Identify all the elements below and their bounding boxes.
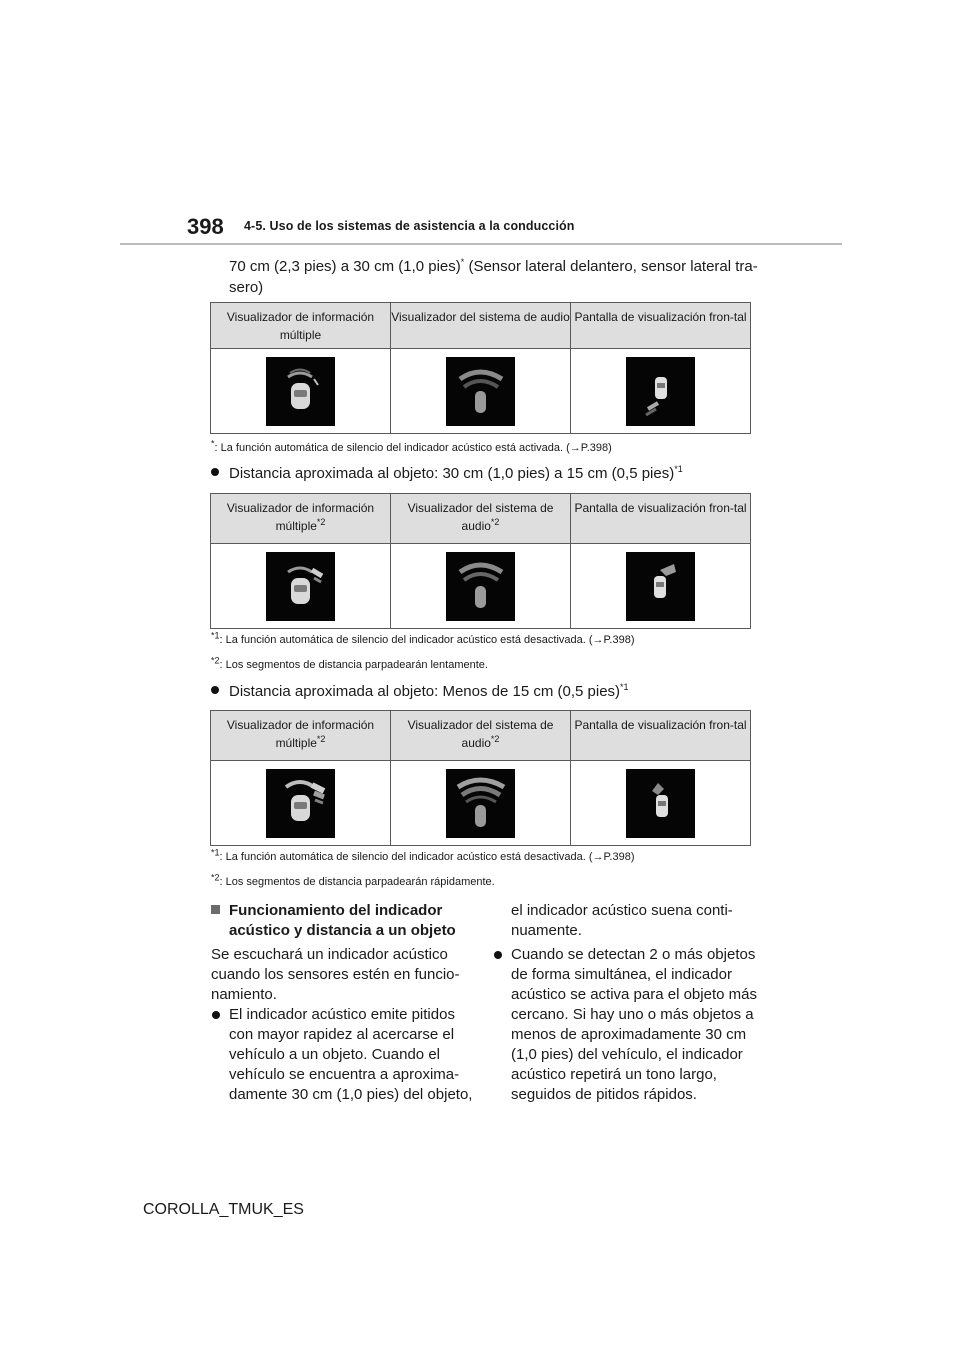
multi-display-cell (211, 761, 391, 846)
bullet-distance-under-15 (211, 682, 629, 702)
footnote-text: : Los segmentos de distancia parpadearán lentamente. (219, 659, 488, 671)
footnote-mark: *1 (211, 847, 220, 858)
col-header-audio-label: Visualizador del sistema de audio (407, 501, 554, 533)
bullet-dot (212, 1011, 220, 1019)
section-heading (211, 901, 473, 941)
list-item-continuation: el indicador acústico suena conti-nuamente. (511, 902, 733, 939)
col-header-multi-label: Visualizador de información múltiple (226, 310, 375, 342)
bullet-mark: *1 (620, 682, 629, 692)
frontal-display-cell (571, 544, 751, 629)
list-item (493, 945, 759, 1105)
col-header-frontal-label: Pantalla de visualización fron-tal (574, 501, 747, 515)
list-item-text: Cuando se detectan 2 o más objetos de forma simultánea, el indicador acústico se activa para el objeto más cercano. Si hay uno o más objetos a menos de aproximadamente 30 cm (1,0 pies) del vehículo, el indicador acústico repetirá un tono largo, seguidos de pitidos rápidos. (511, 946, 757, 1103)
footnote-text: : La función automática de silencio del indicador acústico está desactivada. (→P.398) (219, 634, 635, 646)
intro-tail: (Sensor lateral delantero, sensor lateral tra-sero) (229, 258, 758, 296)
frontal-display-image (626, 357, 695, 426)
intro-footnote-mark: * (460, 257, 465, 267)
col-header-audio-label: Visualizador del sistema de audio (407, 718, 554, 750)
page-number: 398 (187, 214, 224, 239)
col-header-multi-label: Visualizador de información múltiple (226, 501, 375, 533)
multi-display-cell (211, 349, 391, 434)
display-table-1 (210, 302, 751, 434)
bullet-dot (211, 686, 219, 694)
multi-display-image (266, 552, 335, 621)
col-header-mark: *2 (316, 517, 326, 527)
col-header-audio (391, 494, 571, 544)
section-title: 4-5. Uso de los sistemas de asistencia a la conducción (244, 219, 575, 233)
frontal-display-image (626, 552, 695, 621)
col-header-audio-label: Visualizador del sistema de audio (391, 310, 570, 324)
footnote-mark: *2 (211, 655, 220, 666)
multi-display-cell (211, 544, 391, 629)
footnote-mark: *1 (211, 630, 220, 641)
footnote-3b (211, 872, 495, 889)
col-header-mark: *2 (490, 734, 500, 744)
col-header-multi (211, 711, 391, 761)
list-item (211, 1005, 473, 1105)
intro-paragraph: Se escuchará un indicador acústico cuando los sensores estén en funcio-namiento. (211, 946, 460, 1003)
footnote-2b (211, 655, 488, 672)
footer-model-code: COROLLA_TMUK_ES (143, 1201, 304, 1218)
list-item-content (211, 1005, 473, 1105)
bullet-dot (494, 951, 502, 959)
footnote-text: : La función automática de silencio del indicador acústico está desactivada. (→P.398) (219, 851, 635, 863)
audio-display-cell (391, 544, 571, 629)
frontal-display-image (626, 769, 695, 838)
frontal-display-cell (571, 349, 751, 434)
col-header-multi (211, 303, 391, 349)
footnote-text: : La función automática de silencio del indicador acústico está activada. (→P.398) (214, 442, 612, 454)
intro-text (229, 256, 769, 298)
bullet-dot (211, 468, 219, 476)
audio-display-cell (391, 761, 571, 846)
footnote-mark: * (211, 438, 215, 449)
frontal-display-cell (571, 761, 751, 846)
multi-display-image (266, 769, 335, 838)
list-item-text: El indicador acústico emite pitidos con mayor rapidez al acercarse el vehículo a un objeto. Cuando el vehículo se encuentra a aproxima-damente 30 cm (1,0 pies) del objeto, (229, 1006, 473, 1103)
audio-display-cell (391, 349, 571, 434)
col-header-multi-label: Visualizador de información múltiple (226, 718, 375, 750)
heading-line-1 (211, 901, 473, 921)
footnote-mark: *2 (211, 872, 220, 883)
audio-display-image (446, 357, 515, 426)
heading-line-1-text: Funcionamiento del indicador (229, 902, 443, 919)
col-header-frontal (571, 303, 751, 349)
display-table-2 (210, 493, 751, 629)
display-table-3 (210, 710, 751, 846)
footnote-text: : Los segmentos de distancia parpadearán rápidamente. (219, 876, 495, 888)
bullet-mark: *1 (674, 464, 683, 474)
multi-display-image (266, 357, 335, 426)
col-header-mark: *2 (490, 517, 500, 527)
square-bullet-icon (211, 905, 220, 914)
footnote-1 (211, 438, 612, 455)
col-header-audio (391, 303, 571, 349)
col-header-frontal-label: Pantalla de visualización fron-tal (574, 310, 747, 324)
audio-display-image (446, 552, 515, 621)
footnote-2a (211, 630, 635, 647)
bullet-distance-30-15 (211, 464, 683, 484)
bullet-text: Distancia aproximada al objeto: Menos de 15 cm (0,5 pies) (229, 683, 621, 700)
col-header-mark: *2 (316, 734, 326, 744)
col-header-multi (211, 494, 391, 544)
intro-main: 70 cm (2,3 pies) a 30 cm (1,0 pies) (229, 258, 461, 275)
col-header-frontal (571, 494, 751, 544)
bullet-text: Distancia aproximada al objeto: 30 cm (1,0 pies) a 15 cm (0,5 pies) (229, 465, 675, 482)
heading-line-2: acústico y distancia a un objeto (229, 922, 456, 939)
col-header-frontal (571, 711, 751, 761)
header-divider (120, 243, 842, 245)
list-item-content (493, 945, 759, 1105)
col-header-audio (391, 711, 571, 761)
col-header-frontal-label: Pantalla de visualización fron-tal (574, 718, 747, 732)
audio-display-image (446, 769, 515, 838)
footnote-3a (211, 847, 635, 864)
